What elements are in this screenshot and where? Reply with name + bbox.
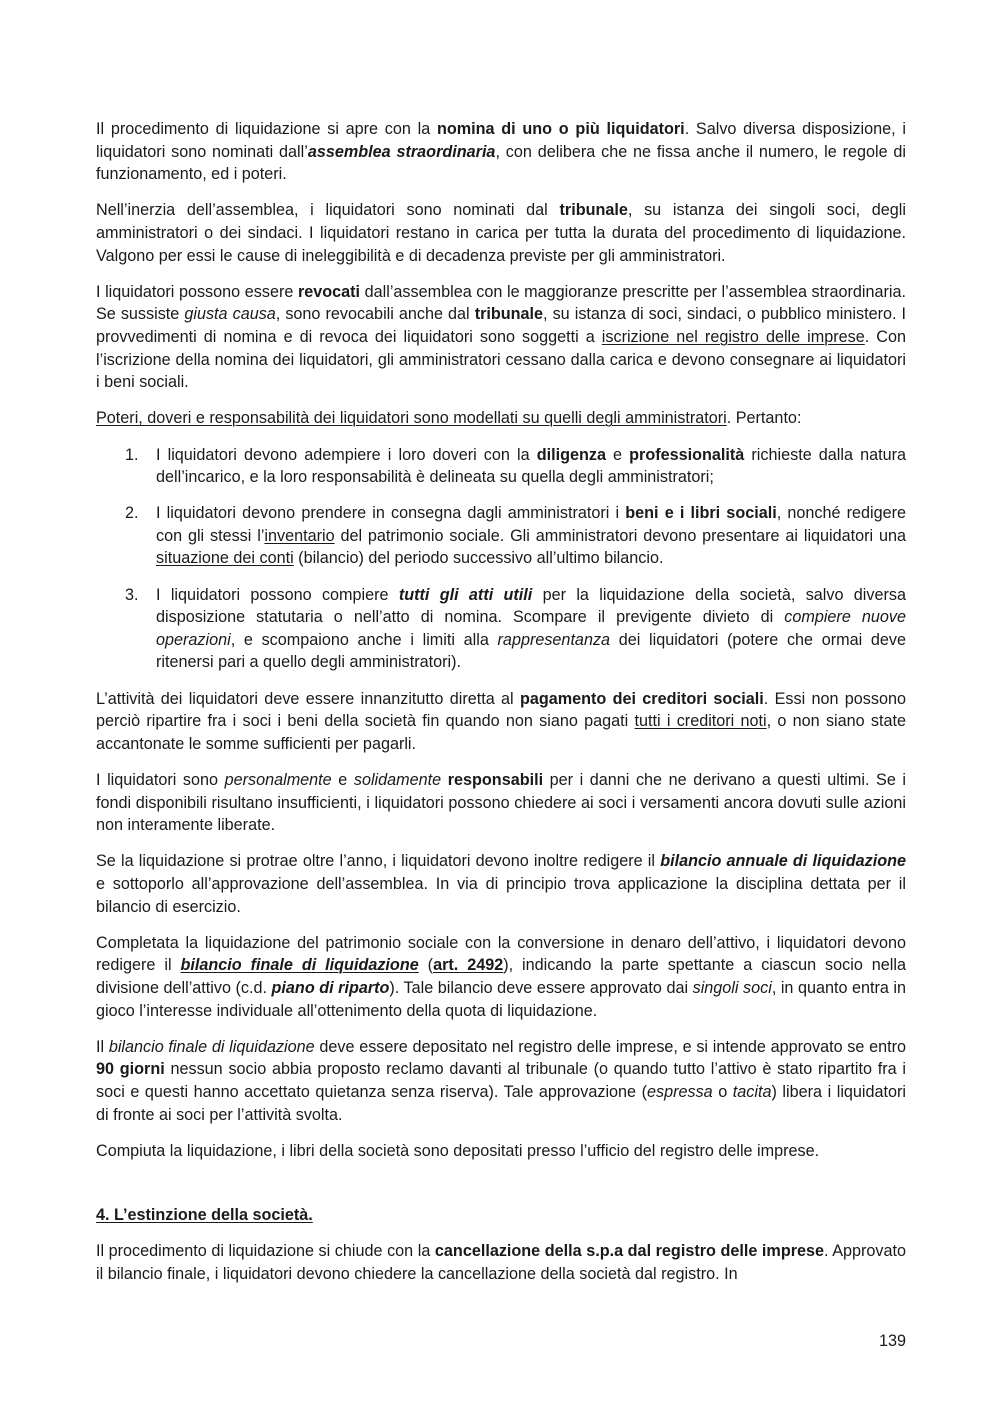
italic-text: giusta causa <box>184 305 276 324</box>
list-item: 2. I liquidatori devono prendere in consegna dagli amministratori i beni e i libri sociali, nonché redigere con gli stessi l’inventario del patrimonio sociale. Gli amministratori devono presentare ai liquidatori una situazione dei conti (bilancio) del periodo successivo all’ultimo bilancio. <box>125 504 906 568</box>
paragraph-cancellazione: Il procedimento di liquidazione si chiude con la cancellazione della s.p.a dal registro delle imprese. Approvato il bilancio finale, i liquidatori devono chiedere la cancellazione della società dal registro. In <box>96 1242 906 1284</box>
underlined-text: iscrizione nel registro delle imprese <box>601 327 865 346</box>
list-number: 2. <box>125 504 139 523</box>
bold-italic-text: assemblea straordinaria <box>307 142 496 161</box>
bold-text: revocati <box>297 282 361 301</box>
paragraph-bilancio-finale: Completata la liquidazione del patrimonio sociale con la conversione in denaro dell’attivo, i liquidatori devono redigere il bilancio finale di liquidazione (art. 2492), indicando la parte spettante a ciascun socio nella divisione dell’attivo (c.d. piano di riparto). Tale bilancio deve essere approvato dai singoli soci, in quanto entra in gioco l’interesse individuale all’ottenimento della quota di liquidazione. <box>96 933 907 1020</box>
paragraph-deposito-libri: Compiuta la liquidazione, i libri della società sono depositati presso l’ufficio del registro delle imprese. <box>96 1141 820 1160</box>
bold-text: nomina di uno o più liquidatori <box>436 120 685 138</box>
paragraph-nomina-liquidatori: Il procedimento di liquidazione si apre con la nomina di uno o più liquidatori. Salvo diversa disposizione, i liquidatori sono nominati dall’assemblea straordinaria, con delibera che ne fissa anche il numero, le regole di funzionamento, ed i poteri. <box>96 120 906 184</box>
paragraph-poteri-doveri: Poteri, doveri e responsabilità dei liquidatori sono modellati su quelli degli amministratori. Pertanto: <box>96 409 802 428</box>
bold-text: tribunale <box>559 201 628 220</box>
paragraph-responsabilita: I liquidatori sono personalmente e solidamente responsabili per i danni che ne derivano a questi ultimi. Se i fondi disponibili risultano insufficienti, i liquidatori possono chiedere ai soci i versamenti ancora dovuti sulle azioni non interamente liberate. <box>96 771 907 835</box>
list-item: 1. I liquidatori devono adempiere i loro doveri con la diligenza e professionalità richieste dalla natura dell’incarico, e la loro responsabilità è delineata su quella degli amministratori; <box>125 445 906 487</box>
list-item: 3. I liquidatori possono compiere tutti gli atti utili per la liquidazione della società, salvo diversa disposizione statutaria o nell’atto di nomina. Scompare il previgente divieto di compiere nuove operazioni, e scompaiono anche i limiti alla rappresentanza dei liquidatori (potere che ormai deve ritenersi pari a quello degli amministratori). <box>125 585 906 672</box>
list-number: 3. <box>125 585 139 604</box>
underlined-text: Poteri, doveri e responsabilità dei liquidatori sono modellati su quelli degli amministratori <box>96 409 727 428</box>
paragraph-inerzia-assemblea: Nell’inerzia dell’assemblea, i liquidatori sono nominati dal tribunale, su istanza dei singoli soci, degli amministratori o dei sindaci. I liquidatori restano in carica per tutta la durata del procedimento di liquidazione. Valgono per essi le cause di ineleggibilità e di decadenza previste per gli amministratori. <box>96 201 906 265</box>
paragraph-revoca-liquidatori: I liquidatori possono essere revocati dall’assemblea con le maggioranze prescritte per l’assemblea straordinaria. Se sussiste giusta causa, sono revocabili anche dal tribunale, su istanza di soci, sindaci, o pubblico ministero. I provvedimenti di nomina e di revoca dei liquidatori sono soggetti a iscrizione nel registro delle imprese. Con l’iscrizione della nomina dei liquidatori, gli amministratori cessano dalla carica e devono consegnare ai liquidatori i beni sociali. <box>96 282 907 392</box>
paragraph-bilancio-annuale: Se la liquidazione si protrae oltre l’anno, i liquidatori devono inoltre redigere il bilancio annuale di liquidazione e sottoporlo all’approvazione dell’assemblea. In via di principio trova applicazione la disciplina dettata per il bilancio di esercizio. <box>96 852 906 916</box>
section-heading: 4. L’estinzione della società. <box>96 1206 313 1225</box>
page-number: 139 <box>878 1332 906 1350</box>
paragraph-pagamento-creditori: L’attività dei liquidatori deve essere innanzitutto diretta al pagamento dei creditori sociali. Essi non possono perciò ripartire fra i soci i beni della società fin quando non siano pagati tutti i creditori noti, o non siano state accantonate le somme sufficienti per pagarli. <box>96 689 907 753</box>
paragraph-deposito-bilancio: Il bilancio finale di liquidazione deve essere depositato nel registro delle imprese, e si intende approvato se entro 90 giorni nessun socio abbia proposto reclamo davanti al tribunale (o quando tutto l’attivo è stato ripartito fra i soci e questi hanno accettato quietanza senza riserva). Tale approvazione (espressa o tacita) libera i liquidatori di fronte ai soci per l’attività svolta. <box>96 1037 907 1124</box>
bold-text: tribunale <box>474 305 544 324</box>
list-number: 1. <box>125 445 139 464</box>
numbered-list <box>96 444 906 675</box>
document-body <box>96 118 906 1299</box>
article-reference: art. 2492 <box>433 956 504 975</box>
